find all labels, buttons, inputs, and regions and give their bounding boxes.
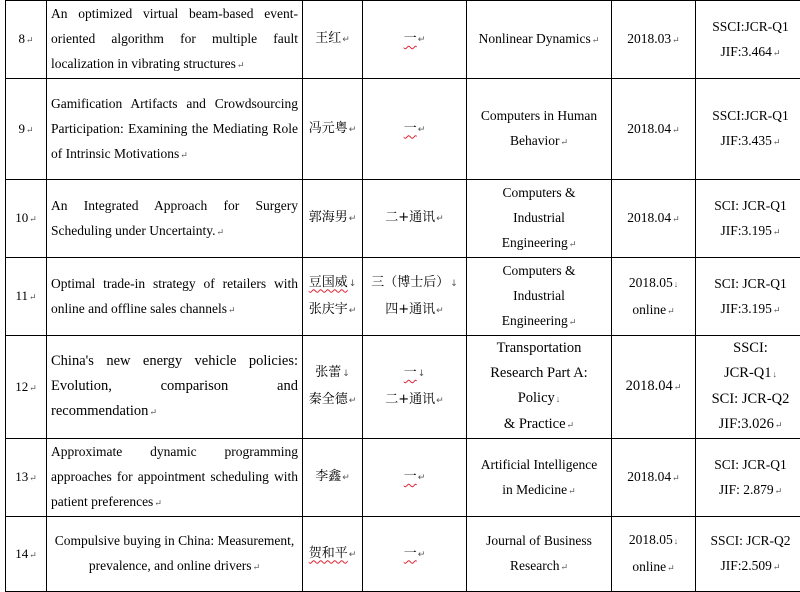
table-row (6, 258, 800, 336)
index-info: SSCI:JCR-Q1 JIF:3.464↵ (696, 1, 800, 79)
index-info: SCI: JCR-Q1 JIF: 2.879↵ (696, 439, 800, 517)
author-rank: 一↵ (363, 439, 467, 517)
paper-title: An Integrated Approach for Surgery Scheduling under Uncertainty.↵ (47, 180, 303, 258)
index-info: SCI: JCR-Q1 JIF:3.195↵ (696, 258, 800, 336)
table-row (6, 439, 800, 517)
author-rank: 一↵ (363, 1, 467, 79)
row-number: 9↵ (6, 79, 47, 180)
index-info: SSCI:JCR-Q1 JIF:3.435↵ (696, 79, 800, 180)
row-number: 10↵ (6, 180, 47, 258)
author-rank: 一↵ (363, 79, 467, 180)
paper-title: Approximate dynamic programming approaches for appointment scheduling with patient preferences↵ (47, 439, 303, 517)
publish-date: 2018.03↵ (612, 1, 696, 79)
journal-name: Nonlinear Dynamics↵ (467, 1, 612, 79)
table-row (6, 180, 800, 258)
author-rank: 二+通讯↵ (363, 180, 467, 258)
table-row (6, 1, 800, 79)
row-number: 12↵ (6, 336, 47, 439)
journal-name: Transportation Research Part A: Policy↓ & Practice↵ (467, 336, 612, 439)
paper-title: China's new energy vehicle policies: Evolution, comparison and recommendation↵ (47, 336, 303, 439)
paper-title: Compulsive buying in China: Measurement, prevalence, and online drivers↵ (47, 517, 303, 592)
author-cell: 郭海男↵ (303, 180, 363, 258)
table-row (6, 517, 800, 592)
publish-date: 2018.04↵ (612, 439, 696, 517)
author-cell: 冯元粤↵ (303, 79, 363, 180)
publish-date: 2018.04↵ (612, 336, 696, 439)
paper-title: Gamification Artifacts and Crowdsourcing Participation: Examining the Mediating Role of Intrinsic Motivations↵ (47, 79, 303, 180)
author-cell: 王红↵ (303, 1, 363, 79)
publish-date: 2018.05↓ online↵ (612, 258, 696, 336)
row-number: 14↵ (6, 517, 47, 592)
publish-date: 2018.04↵ (612, 180, 696, 258)
journal-name: Journal of Business Research↵ (467, 517, 612, 592)
publication-table (5, 0, 800, 592)
publish-date: 2018.04↵ (612, 79, 696, 180)
journal-name: Artificial Intelligence in Medicine↵ (467, 439, 612, 517)
author-cell: 豆国威↓ 张庆宇↵ (303, 258, 363, 336)
paper-title: Optimal trade-in strategy of retailers with online and offline sales channels↵ (47, 258, 303, 336)
row-number: 11↵ (6, 258, 47, 336)
journal-name: Computers & Industrial Engineering↵ (467, 258, 612, 336)
row-number: 8↵ (6, 1, 47, 79)
author-cell: 贺和平↵ (303, 517, 363, 592)
index-info: SSCI: JCR-Q2 JIF:2.509↵ (696, 517, 800, 592)
index-info: SCI: JCR-Q1 JIF:3.195↵ (696, 180, 800, 258)
table-row (6, 79, 800, 180)
journal-name: Computers in Human Behavior↵ (467, 79, 612, 180)
index-info: SSCI: JCR-Q1↓ SCI: JCR-Q2 JIF:3.026↵ (696, 336, 800, 439)
author-rank: 一↵ (363, 517, 467, 592)
author-rank: 三（博士后）↓ 四+通讯↵ (363, 258, 467, 336)
publish-date: 2018.05↓ online↵ (612, 517, 696, 592)
author-rank: 一↓ 二+通讯↵ (363, 336, 467, 439)
author-cell: 张蕾↓ 秦全德↵ (303, 336, 363, 439)
journal-name: Computers & Industrial Engineering↵ (467, 180, 612, 258)
paper-title: An optimized virtual beam-based event-oriented algorithm for multiple fault localization in vibrating structures↵ (47, 1, 303, 79)
table-row (6, 336, 800, 439)
row-number: 13↵ (6, 439, 47, 517)
author-cell: 李鑫↵ (303, 439, 363, 517)
